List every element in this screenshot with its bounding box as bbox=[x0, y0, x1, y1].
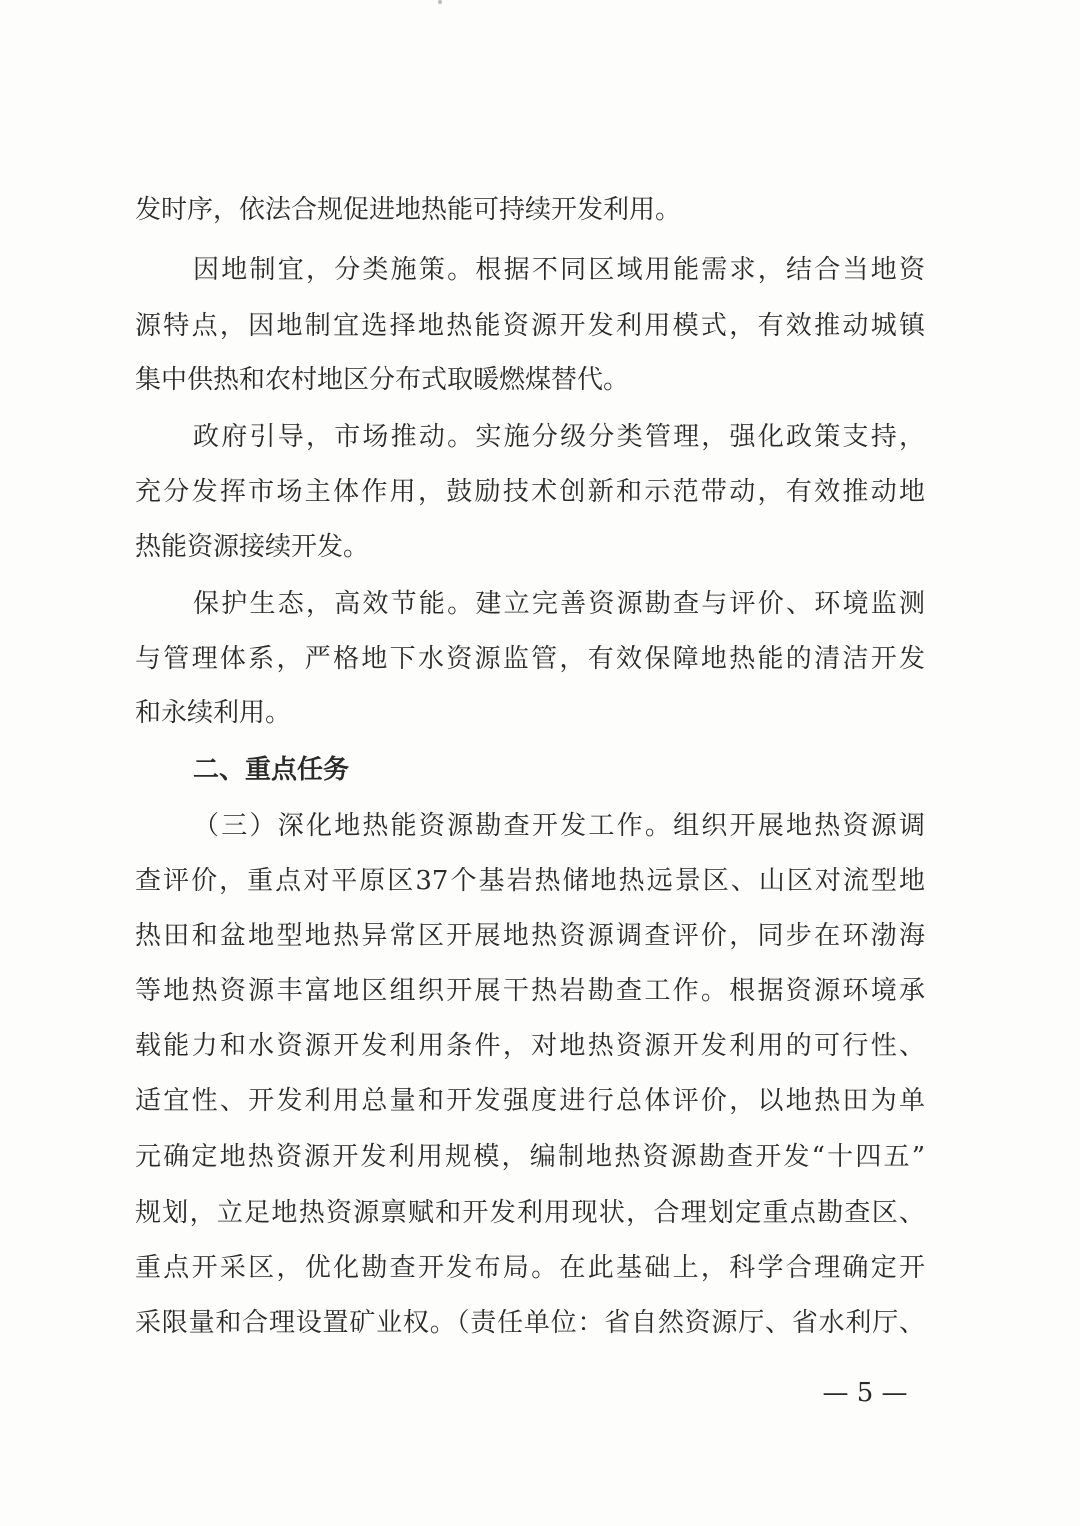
text-line: 与管理体系，严格地下水资源监管，有效保障地热能的清洁开发 bbox=[135, 644, 925, 674]
text-line: 载能力和水资源开发利用条件，对地热资源开发利用的可行性、 bbox=[135, 1031, 925, 1061]
text-line: 重点开采区，优化勘查开发布局。在此基础上，科学合理确定开 bbox=[135, 1253, 925, 1283]
text-line: 等地热资源丰富地区组织开展干热岩勘查工作。根据资源环境承 bbox=[135, 976, 925, 1006]
text-line: 充分发挥市场主体作用，鼓励技术创新和示范带动，有效推动地 bbox=[135, 477, 925, 507]
text-line: 热田和盆地型地热异常区开展地热资源调查评价，同步在环渤海 bbox=[135, 921, 925, 951]
paragraph-heading-line: 政府引导，市场推动。实施分级分类管理，强化政策支持， bbox=[193, 422, 925, 452]
section-heading: 二、重点任务 bbox=[193, 755, 350, 785]
text-line: 源特点，因地制宜选择地热能资源开发利用模式，有效推动城镇 bbox=[135, 311, 925, 341]
text-line: 采限量和合理设置矿业权。（责任单位：省自然资源厅、省水利厅、 bbox=[135, 1308, 925, 1338]
text-line: 热能资源接续开发。 bbox=[135, 532, 370, 562]
paragraph-heading-line: 保护生态，高效节能。建立完善资源勘查与评价、环境监测 bbox=[193, 589, 925, 619]
text-line: 查评价，重点对平原区37个基岩热储地热远景区、山区对流型地 bbox=[135, 866, 925, 896]
text-line: 元确定地热资源开发利用规模，编制地热资源勘查开发“十四五” bbox=[135, 1142, 925, 1172]
text-line: 适宜性、开发利用总量和开发强度进行总体评价，以地热田为单 bbox=[135, 1086, 925, 1116]
text-line: 发时序，依法合规促进地热能可持续开发利用。 bbox=[135, 195, 682, 225]
scan-mark bbox=[438, 0, 442, 4]
text-line: 集中供热和农村地区分布式取暖燃煤替代。 bbox=[135, 365, 630, 395]
paragraph-heading-line: 因地制宜，分类施策。根据不同区域用能需求，结合当地资 bbox=[193, 255, 925, 285]
subsection-heading-line: （三）深化地热能资源勘查开发工作。组织开展地热资源调 bbox=[193, 811, 925, 841]
text-line: 规划，立足地热资源禀赋和开发利用现状，合理划定重点勘查区、 bbox=[135, 1198, 925, 1228]
text-line: 和永续利用。 bbox=[135, 698, 292, 728]
page-number: — 5 — bbox=[822, 1378, 908, 1408]
